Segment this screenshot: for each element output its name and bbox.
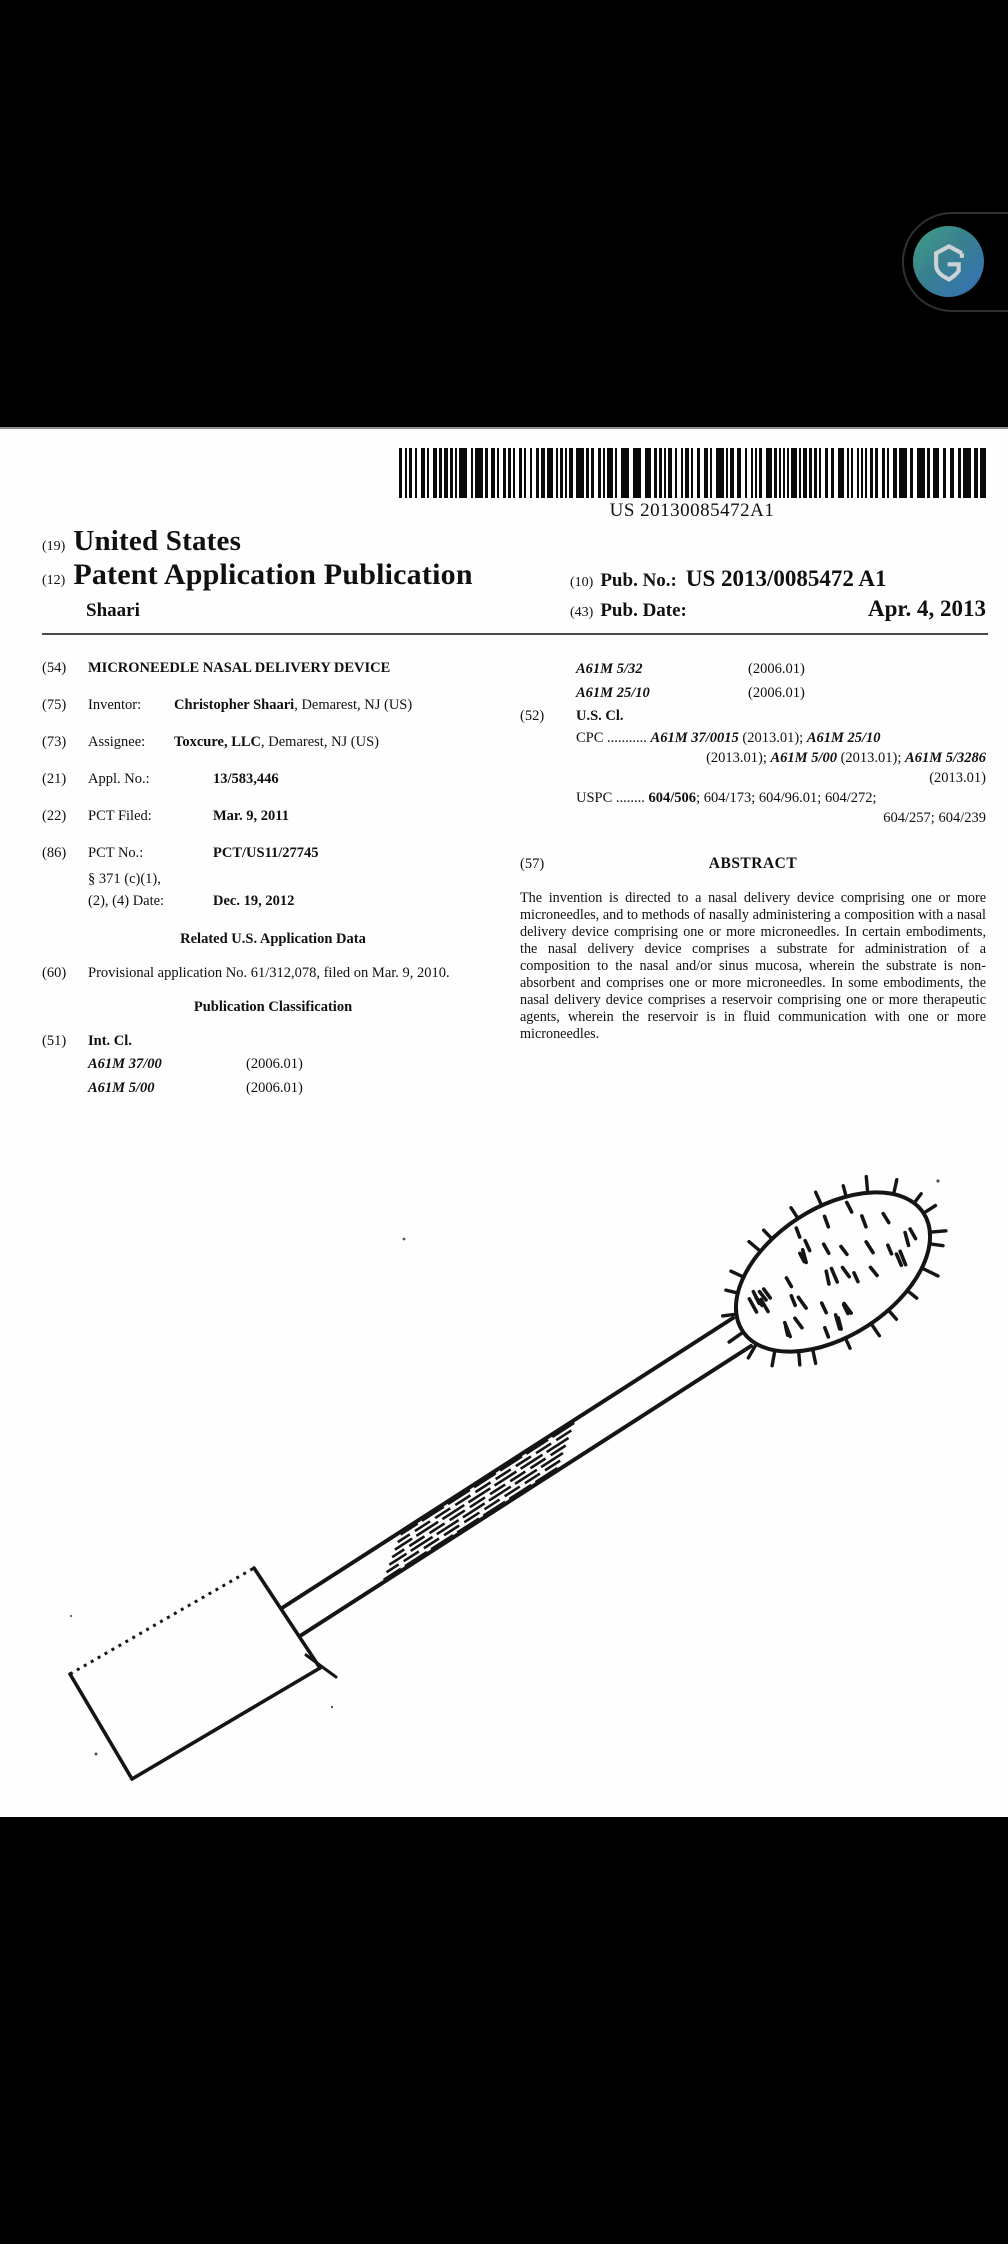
field-86-pct-no [42,843,504,863]
related-data-heading: Related U.S. Application Data [180,931,366,947]
field-num: (86) [42,845,67,861]
field-num: (60) [42,965,67,981]
field-label: PCT No.: [88,845,144,861]
bottom-black-bar [0,1817,1008,2244]
field-label: Appl. No.: [88,771,150,787]
field-num: (73) [42,734,67,750]
field-num: (54) [42,660,67,676]
field-73-assignee [42,732,504,752]
publication-kind-line [42,558,473,592]
inventor-surname: Shaari [86,600,140,621]
field-value: 13/583,446 [213,771,279,787]
field-label: U.S. Cl. [576,708,624,724]
country-name: United States [73,525,242,557]
abstract-heading-row [520,854,986,876]
field-51-int-cl [42,1031,504,1051]
field-num: (75) [42,697,67,713]
cpc-line: (2013.01) [929,770,986,786]
field-label: PCT Filed: [88,808,152,824]
cpc-line: (2013.01); A61M 5/00 (2013.01); A61M 5/3286 [706,750,986,766]
field-value: Christopher Shaari, Demarest, NJ (US) [174,697,413,713]
patent-front-page [0,427,1008,1817]
ref-19: (19) [42,539,66,554]
shield-g-icon [926,239,972,285]
left-column [42,658,504,1101]
field-value: Toxcure, LLC, Demarest, NJ (US) [174,734,380,750]
invention-title: MICRONEEDLE NASAL DELIVERY DEVICE [88,660,391,676]
barcode [399,448,985,498]
field-num: (52) [520,708,545,724]
abstract-heading: ABSTRACT [708,855,798,872]
country-line [42,525,241,558]
pub-no-value: US 2013/0085472 A1 [685,566,887,591]
field-label: Assignee: [88,734,146,750]
field-60-provisional [42,963,504,983]
uspc-line: USPC ........ 604/506; 604/173; 604/96.01; 604/272; [576,790,877,806]
pub-date-label: Pub. Date: [600,600,687,621]
pub-no-label: Pub. No.: [600,570,677,591]
field-num: (51) [42,1033,67,1049]
pub-date-line [570,596,986,622]
field-75-inventor [42,695,504,715]
status-area-black-bar [0,0,1008,427]
field-label: Int. Cl. [88,1033,132,1049]
ref-12: (12) [42,573,66,588]
field-52-us-cl [520,706,986,726]
int-cl-entry: A61M 5/32 (2006.01) [576,661,805,677]
ref-43: (43) [570,605,594,620]
ref-10: (10) [570,575,594,590]
pub-no-line [570,566,986,592]
int-cl-entry: A61M 37/00 (2006.01) [88,1056,303,1072]
field-54-title [42,658,504,678]
right-column [520,658,986,1043]
field-371-line2: (2), (4) Date: Dec. 19, 2012 [88,893,295,909]
field-value: Provisional application No. 61/312,078, filed on Mar. 9, 2010. [88,965,450,981]
int-cl-entry: A61M 5/00 (2006.01) [88,1080,303,1096]
barcode-block [399,448,985,520]
header-divider [42,633,988,635]
int-cl-entry: A61M 25/10 (2006.01) [576,685,805,701]
uspc-line: 604/257; 604/239 [883,810,986,826]
assistant-button[interactable] [913,226,984,297]
abstract-text: The invention is directed to a nasal delivery device comprising one or more microneedles, and to methods of nasally administering a composition with a nasal delivery device comprising one or more microneedles. In certain embodiments, the nasal delivery device comprises a substrate for administration of a composition to the nasal and/or sinus mucosa, wherein the substrate is non-absorbent and comprises one or more microneedles. In some embodiments, the nasal delivery device comprises a reservoir comprising one or more therapeutic agents, wherein the reservoir is in fluid communication with one or more microneedles. [520,890,986,1042]
field-21-appl-no [42,769,504,789]
barcode-number: US 20130085472A1 [609,500,775,521]
field-22-pct-filed [42,806,504,826]
field-value: PCT/US11/27745 [213,845,319,861]
field-label: Inventor: [88,697,142,713]
publication-kind: Patent Application Publication [73,558,473,591]
patent-figure-drawing [0,1159,1008,1819]
field-num: (57) [520,856,545,872]
publication-classification-heading: Publication Classification [193,999,353,1015]
field-371-line1: § 371 (c)(1), [88,871,161,887]
field-num: (21) [42,771,67,787]
cpc-line: CPC ........... A61M 37/0015 (2013.01); A61M 25/10 [576,730,881,746]
pub-date-value: Apr. 4, 2013 [868,596,986,621]
field-value: Mar. 9, 2011 [213,808,289,824]
field-num: (22) [42,808,67,824]
